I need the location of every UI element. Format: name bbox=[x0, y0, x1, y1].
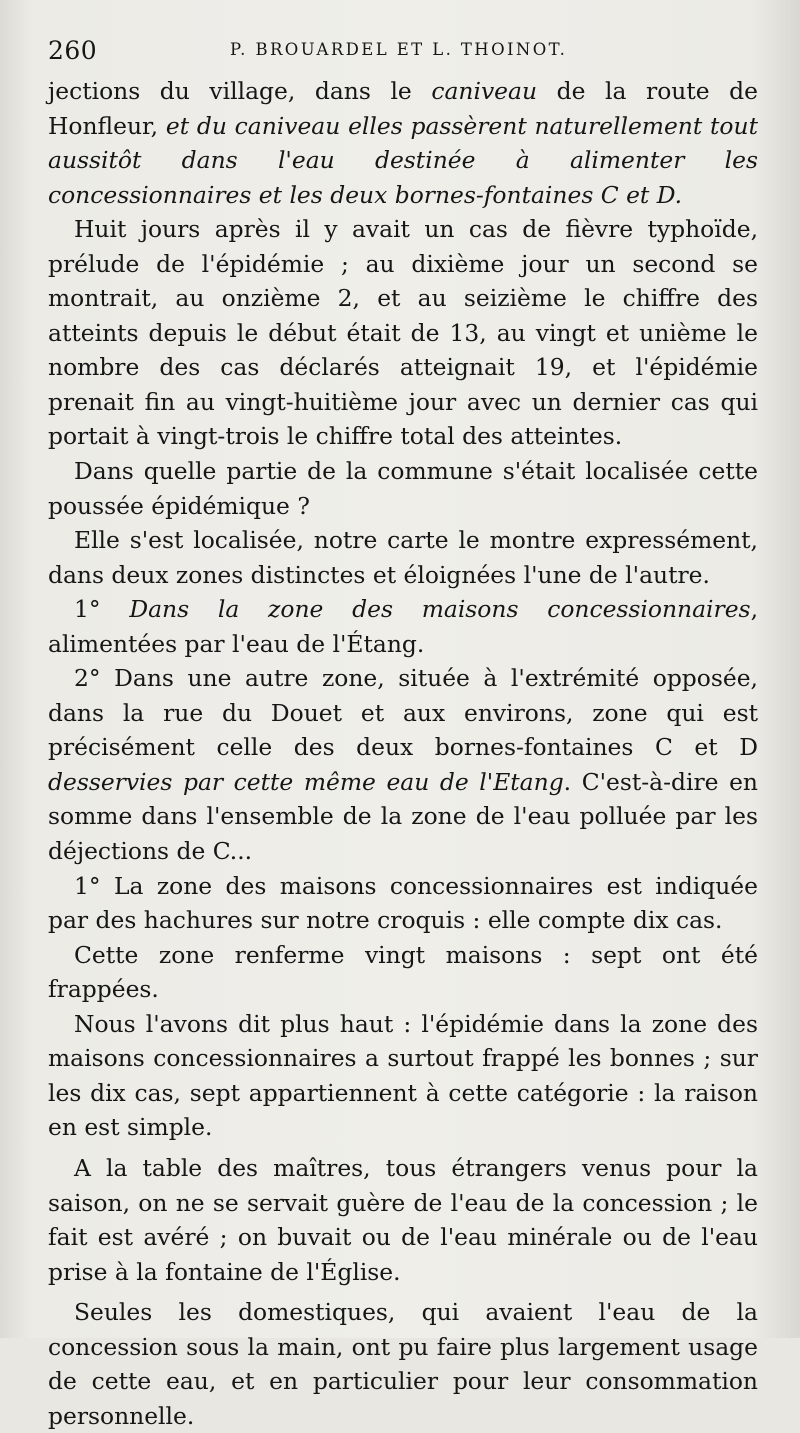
text-segment: jections du village, dans le bbox=[48, 77, 432, 105]
running-head: P. BROUARDEL ET L. THOINOT. bbox=[230, 40, 568, 59]
page-header bbox=[48, 30, 758, 74]
paragraph-2 bbox=[48, 212, 758, 454]
text-segment: Cette zone renferme vingt maisons : sept ont été frappées. bbox=[48, 940, 758, 1004]
text-segment: Seules les domestiques, qui avaient l'eau de la concession sous la main, ont pu faire plus largement usage de cette eau, et en particulier pour leur consommation personnelle. bbox=[48, 1298, 758, 1430]
paragraph-7 bbox=[48, 869, 758, 938]
text-segment: 1° La zone des maisons concessionnaires est indiquée par des hachures sur notre croquis : elle compte dix cas. bbox=[48, 871, 758, 935]
text-segment: A la table des maîtres, tous étrangers venus pour la saison, on ne se servait guère de l'eau de la concession ; le fait est avéré ; on buvait ou de l'eau minérale ou de l'eau prise à la fontaine de l'Église. bbox=[48, 1153, 758, 1286]
text-segment: . C'est-à-dire en somme dans l'ensemble de la zone de l'eau polluée par les déjections de C... bbox=[48, 767, 758, 866]
text-segment: Nous l'avons dit plus haut : l'épidémie dans la zone des maisons concessionnaires a surtout frappé les bonnes ; sur les dix cas, sept appartiennent à cette catégorie : la raison en est simple. bbox=[48, 1009, 758, 1142]
text-segment: 1° bbox=[74, 595, 130, 624]
paragraph-11 bbox=[48, 1295, 758, 1433]
italic-segment: et du caniveau elles passèrent naturellement tout aussitôt dans l'eau destinée à alimenter les concessionnaires et les deux bornes-fontaines C et D. bbox=[48, 111, 758, 209]
italic-segment: caniveau bbox=[431, 77, 538, 105]
text-segment: Elle s'est localisée, notre carte le montre expressément, dans deux zones distinctes et éloignées l'une de l'autre. bbox=[48, 526, 758, 589]
paragraph-9 bbox=[48, 1007, 758, 1145]
paragraph-3 bbox=[48, 454, 758, 523]
page-number: 260 bbox=[48, 36, 98, 65]
paragraph-1 bbox=[48, 74, 758, 212]
paragraph-10 bbox=[48, 1151, 758, 1289]
text-segment: 2° Dans une autre zone, située à l'extrémité opposée, dans la rue du Douet et aux environs, zone qui est précisément celle des deux bornes-fontaines C et D bbox=[48, 664, 758, 762]
text-segment: , alimentées par l'eau de l'Étang. bbox=[48, 595, 759, 658]
italic-segment: Dans la zone des maisons concessionnaires bbox=[129, 595, 751, 624]
italic-segment: desservies par cette même eau de l'Etang bbox=[48, 767, 564, 796]
paragraph-8 bbox=[48, 938, 758, 1007]
text-segment: de la route de Honfleur, bbox=[48, 77, 758, 140]
text-segment: Dans quelle partie de la commune s'était localisée cette poussée épidémique ? bbox=[48, 457, 758, 520]
paragraph-6 bbox=[48, 661, 758, 868]
body-text bbox=[48, 74, 758, 1433]
paragraph-5 bbox=[48, 592, 758, 661]
text-segment: Huit jours après il y avait un cas de fièvre typhoïde, prélude de l'épidémie ; au dixième jour un second se montrait, au onzième 2, et au seizième le chiffre des atteints depuis le début était de 13, au vingt et unième le nombre des cas déclarés atteignait 19, et l'épidémie prenait fin au vingt-huitième jour avec un dernier cas qui portait à vingt-trois le chiffre total des atteintes. bbox=[48, 215, 758, 451]
paragraph-4 bbox=[48, 523, 758, 592]
